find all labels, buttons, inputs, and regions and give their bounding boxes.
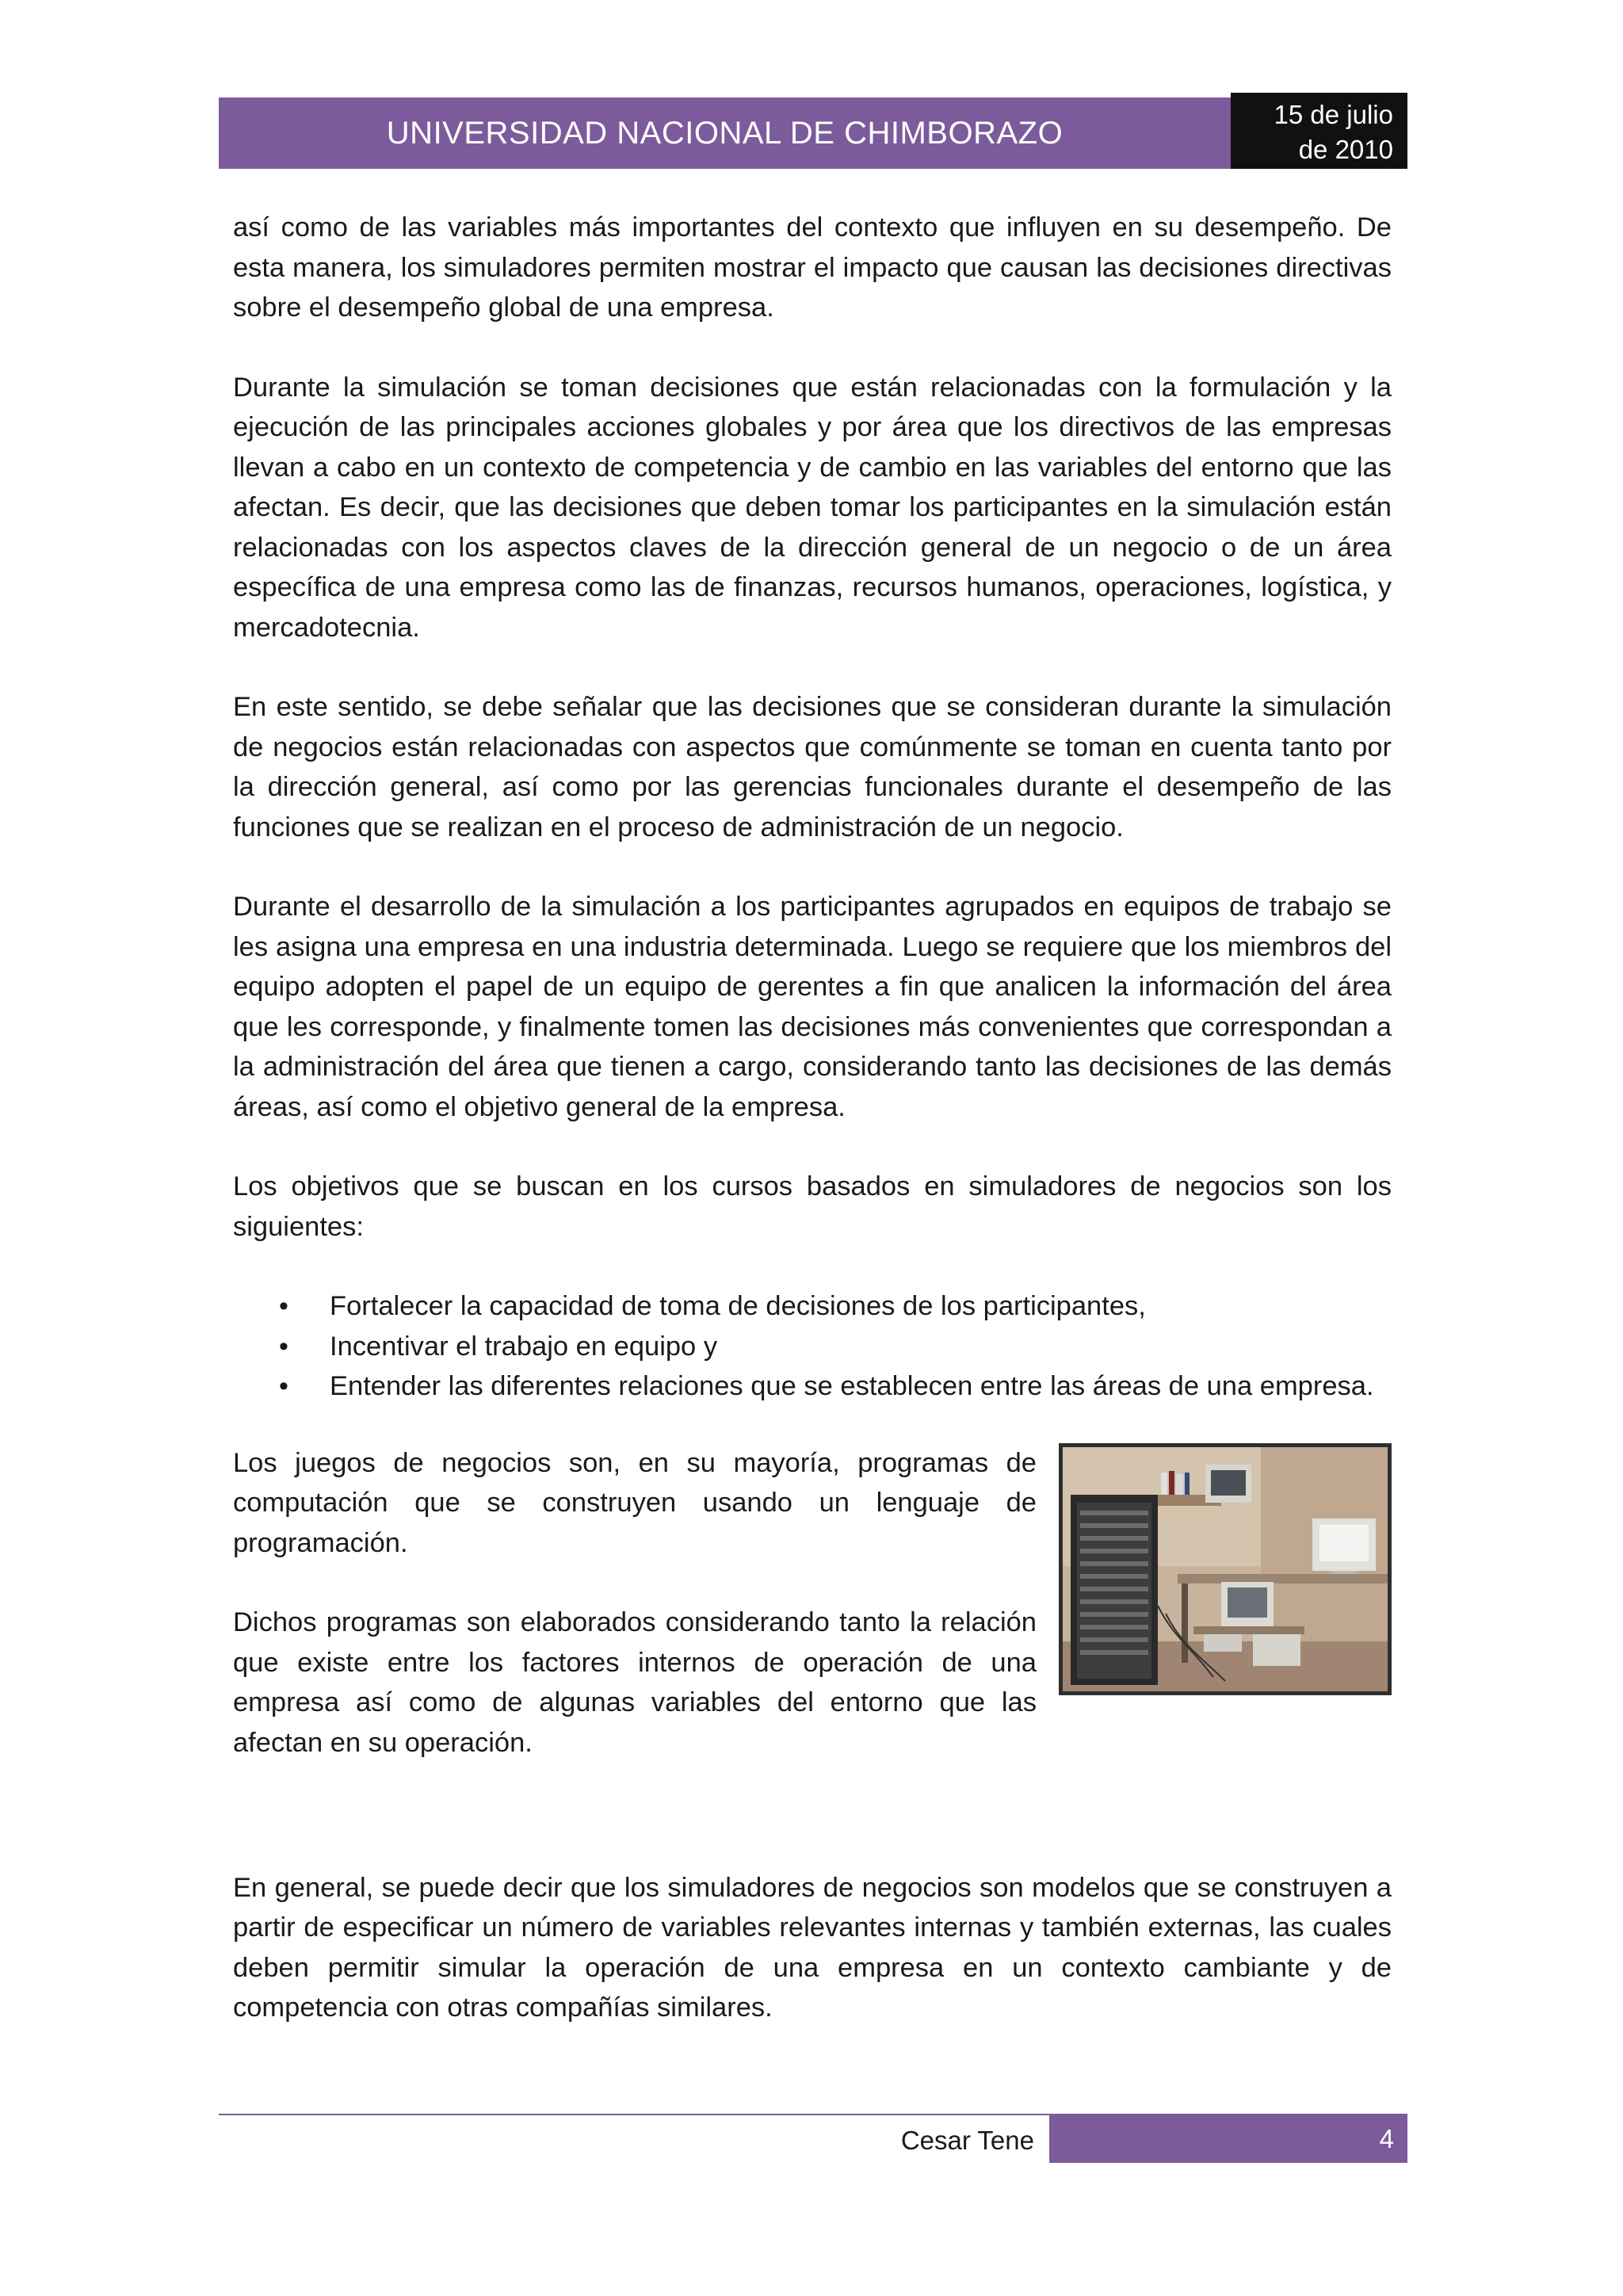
list-item (279, 1286, 1392, 1327)
page-number: 4 (1379, 2124, 1394, 2153)
paragraph: Los juegos de negocios son, en su mayoría, programas de computación que se construyen usando un lenguaje de programación. (233, 1447, 1037, 1558)
paragraph: En este sentido, se debe señalar que las decisiones que se consideran durante la simulación de negocios están relacionadas con aspectos que comúnmente se toman en cuenta tanto por la dirección general, así como por las gerencias funcionales durante el desempeño de las funciones que se realizan en el proceso de administración de un negocio. (233, 692, 1392, 842)
list-item-text: Fortalecer la capacidad de toma de decisiones de los participantes, (330, 1291, 1146, 1321)
bullet-icon: • (279, 1291, 288, 1321)
paragraph: Durante el desarrollo de la simulación a los participantes agrupados en equipos de trabajo se les asigna una empresa en una industria determinada. Luego se requiere que los miembros del equipo adopten el papel de un equipo de gerentes a fin que analicen la información del área que les corresponde, y finalmente tomen las decisiones más convenientes que correspondan a la administración del área que tienen a cargo, considerando tanto las decisiones de las demás áreas, así como el objetivo general de la empresa. (233, 892, 1392, 1122)
header-date-line1: 15 de julio (1274, 100, 1393, 129)
objectives-list (233, 1286, 1392, 1407)
list-item-text: Incentivar el trabajo en equipo y (330, 1331, 718, 1362)
paragraph: Los objetivos que se buscan en los cursos basados en simuladores de negocios son los siguientes: (233, 1171, 1392, 1242)
bullet-icon: • (279, 1371, 288, 1401)
paragraph: Dichos programas son elaborados considerando tanto la relación que existe entre los factores internos de operación de una empresa así como de algunas variables del entorno que las afectan en su operación. (233, 1607, 1037, 1758)
computer-lab-photo (1059, 1443, 1392, 1695)
list-item (279, 1327, 1392, 1367)
list-item-text: Entender las diferentes relaciones que se establecen entre las áreas de una empresa. (330, 1371, 1374, 1401)
header-date-box (1231, 93, 1407, 169)
bullet-icon: • (279, 1331, 288, 1362)
header-date-line2: de 2010 (1298, 135, 1393, 164)
header-title: UNIVERSIDAD NACIONAL DE CHIMBORAZO (386, 115, 1064, 151)
paragraph: así como de las variables más importantes del contexto que influyen en su desempeño. De esta manera, los simuladores permiten mostrar el impacto que causan las decisiones directivas sobre el desempeño global de una empresa. (233, 212, 1392, 323)
list-item (279, 1366, 1392, 1407)
body-content (233, 208, 1392, 2068)
paragraph: En general, se puede decir que los simuladores de negocios son modelos que se construyen a partir de especificar un número de variables relevantes internas y también externas, las cuales deben permitir simular la operación de una empresa en un contexto cambiante y de competencia con otras compañías similares. (233, 1872, 1392, 2023)
image-side-text (233, 1443, 1037, 1763)
paragraph: Durante la simulación se toman decisiones que están relacionadas con la formulación y la ejecución de las principales acciones globales y por área que los directivos de las empresas llevan a cabo en un contexto de competencia y de cambio en las variables del entorno que las afectan. Es decir, que las decisiones que deben tomar los participantes en la simulación están relacionadas con los aspectos claves de la dirección general de un negocio o de un área específica de una empresa como las de finanzas, recursos humanos, operaciones, logística, y mercadotecnia. (233, 372, 1392, 643)
text-with-image-block (233, 1443, 1392, 1828)
footer-author: Cesar Tene (900, 2126, 1034, 2155)
